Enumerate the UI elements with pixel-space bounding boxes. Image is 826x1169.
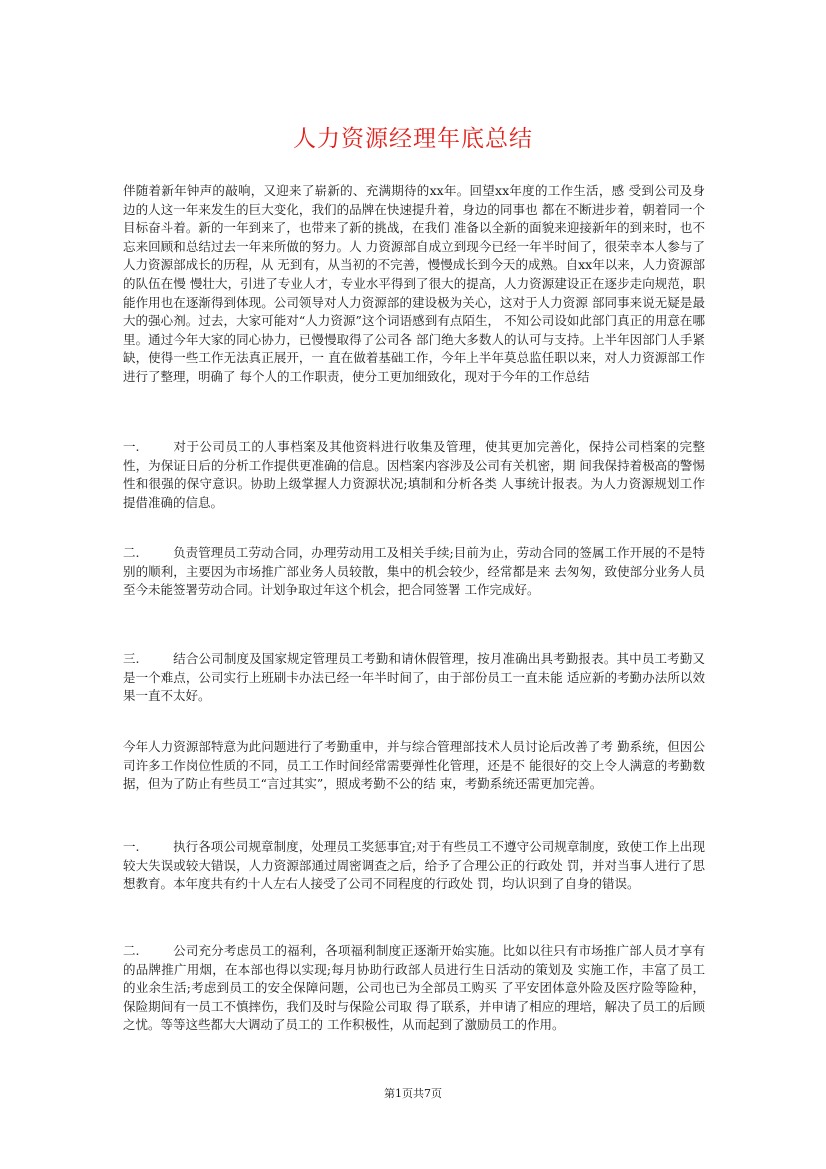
section-number: 二.: [123, 943, 140, 958]
section-text: 对于公司员工的人事档案及其他资料进行收集及管理，使其更加完善化，保持公司档案的完整性，为保证日后的分析工作提供更准确的信息。因档案内容涉及公司有关机密，期 间我保持着极高的警惕性和很强的保守意识。协助上级掌握人力资源状况;填制和分析各类 人事统计报表。为人力资源规划工作提借准确的信息。: [123, 439, 705, 510]
section-number: 二.: [123, 545, 140, 560]
section-text: 执行各项公司规章制度，处理员工奖惩事宜;对于有些员工不遵守公司规章制度，致使工作上出现较大失误或较大错误，人力资源部通过周密调查之后，给予了合理公正的行政处 罚，并对当事人进行了思想教育。本年度共有约十人左右人接受了公司不同程度的行政处 罚，均认识到了自身的错误。: [123, 839, 705, 892]
section-text: 负责管理员工劳动合同，办理劳动用工及相关手续;目前为止，劳动合同的签属工作开展的不是特别的顺利，主要因为市场推广部业务人员较散，集中的机会较少，经常都是来 去匆匆，致使部分业务人员至今未能签署劳动合同。计划争取过年这个机会，把合同签署 工作完成好。: [123, 545, 705, 598]
section-text: 结合公司制度及国家规定管理员工考勤和请休假管理，按月准确出具考勤报表。其中员工考勤又是一个难点，公司实行上班刷卡办法已经一年半时间了，由于部份员工一直未能 适应新的考勤办法所以效果一直不太好。: [123, 651, 705, 704]
section-4-paragraph: [123, 838, 705, 894]
section-number: 一.: [123, 439, 140, 454]
section-1-paragraph: [123, 438, 705, 512]
document-title: 人力资源经理年底总结: [293, 126, 533, 152]
section-2-paragraph: [123, 544, 705, 600]
page-number-footer: 第1页共7页: [384, 1087, 442, 1100]
section-number: 三.: [123, 651, 140, 666]
intro-paragraph: 伴随着新年钟声的敲响，又迎来了崭新的、充满期待的xx年。回望xx年度的工作生活，感 受到公司及身边的人这一年来发生的巨大变化，我们的品牌在快速提升着，身边的同事也 都在不断进步着，朝着同一个目标奋斗着。新的一年到来了，也带来了新的挑战，在我们 准备以全新的面貌来迎接新年的到来时，也不忘来回顾和总结过去一年来所做的努力。人 力资源部自成立到现今已经一年半时间了，很荣幸本人参与了人力资源部成长的历程，从 无到有，从当初的不完善，慢慢成长到今天的成熟。自xx年以来，人力资源部的队伍在慢 慢壮大，引进了专业人才，专业水平得到了很大的提高，人力资源建设正在逐步走向规范，职能作用也在逐渐得到体现。公司领导对人力资源部的建设极为关心，这对于人力资源 部同事来说无疑是最大的强心剂。过去，大家可能对“人力资源”这个词语感到有点陌生， 不知公司设如此部门真正的用意在哪里。通过今年大家的同心协力，已慢慢取得了公司各 部门绝大多数人的认可与支持。上半年因部门人手紧缺，使得一些工作无法真正展开，一 直在做着基础工作，今年上半年莫总监任职以来，对人力资源部工作进行了整理，明确了 每个人的工作职责，使分工更加细致化，现对于今年的工作总结: [123, 183, 705, 384]
section-5-paragraph: [123, 942, 705, 1035]
section-3-paragraph: [123, 650, 705, 706]
middle-paragraph: 今年人力资源部特意为此问题进行了考勤重申，并与综合管理部技术人员讨论后改善了考 勤系统，但因公司许多工作岗位性质的不同，员工工作时间经常需要弹性化管理，还是不 能很好的交上令人满意的考勤数据，但为了防止有些员工“言过其实”，照成考勤不公的结 束，考勤系统还需更加完善。: [123, 739, 705, 792]
section-number: 一.: [123, 839, 140, 854]
section-text: 公司充分考虑员工的福利，各项福利制度正逐渐开始实施。比如以往只有市场推广部人员才享有的品牌推广用烟，在本部也得以实现;每月协助行政部人员进行生日活动的策划及 实施工作，丰富了员工的业余生活;考虑到员工的安全保障问题，公司也已为全部员工购买 了平安团体意外险及医疗险等险种，保险期间有一员工不慎摔伤，我们及时与保险公司取 得了联系，并申请了相应的理培，解决了员工的后顾之忧。等等这些都大大调动了员工的 工作积极性，从而起到了激励员工的作用。: [123, 943, 705, 1033]
